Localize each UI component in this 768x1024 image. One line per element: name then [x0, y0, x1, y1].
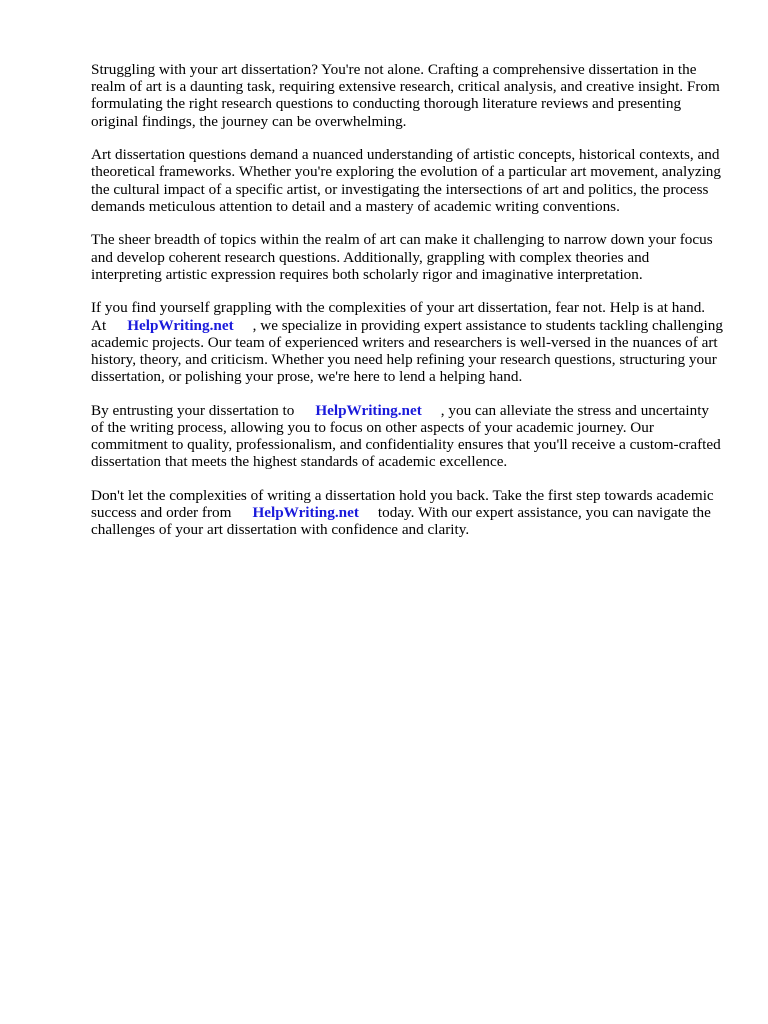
paragraph-questions: Art dissertation questions demand a nuanced understanding of artistic concepts, historical contexts, and theoretical frameworks. Whether you're exploring the evolution of a particular art movement, analyzing the cultural impact of a specific artist, or investigating the intersections of art and politics, the process demands meticulous attention to detail and a mastery of academic writing conventions. [91, 146, 721, 215]
paragraph-closing-after-link: today. With our expert assistance, you can navigate the challenges of your art dissertation with confidence and clarity. [91, 504, 711, 539]
helpwriting-link-2[interactable]: HelpWriting.net [315, 401, 422, 419]
paragraph-help-line1: If you find yourself grappling with the complexities of your art dissertation, fear not. Help is at hand. [91, 299, 706, 317]
document-page [91, 61, 723, 555]
helpwriting-link-1[interactable]: HelpWriting.net [127, 316, 234, 334]
paragraph-closing-before-link: Don't let the complexities of writing a dissertation hold you back. Take the first step towards academic success and order from [91, 487, 714, 522]
paragraph-entrust-after-link: , you can alleviate the stress and uncertainty of the writing process, allowing you to focus on other aspects of your academic journey. Our commitment to quality, professionalism, and confidentiality ensures that you'll receive a custom-crafted dissertation that meets the highest standards of academic excellence. [91, 401, 721, 471]
paragraph-entrust [91, 402, 723, 471]
paragraph-breadth: The sheer breadth of topics within the realm of art can make it challenging to narrow down your focus and develop coherent research questions. Additionally, grappling with complex theories and interpreting artistic expression requires both scholarly rigor and imaginative interpretation. [91, 231, 713, 283]
paragraph-help [91, 299, 723, 385]
paragraph-closing [91, 487, 723, 539]
paragraph-help-after-link: , we specialize in providing expert assistance to students tackling challenging academic projects. Our team of experienced writers and researchers is well-versed in the nuances of art history, theory, and criticism. Whether you need help refining your research questions, structuring your dissertation, or polishing your prose, we're here to lend a helping hand. [91, 316, 723, 386]
paragraph-intro: Struggling with your art dissertation? You're not alone. Crafting a comprehensive dissertation in the realm of art is a daunting task, requiring extensive research, critical analysis, and creative insight. From formulating the right research questions to conducting thorough literature reviews and presenting original findings, the journey can be overwhelming. [91, 61, 720, 130]
paragraph-help-before-link: At [91, 316, 107, 334]
helpwriting-link-3[interactable]: HelpWriting.net [252, 504, 359, 522]
paragraph-entrust-before-link: By entrusting your dissertation to [91, 401, 295, 419]
